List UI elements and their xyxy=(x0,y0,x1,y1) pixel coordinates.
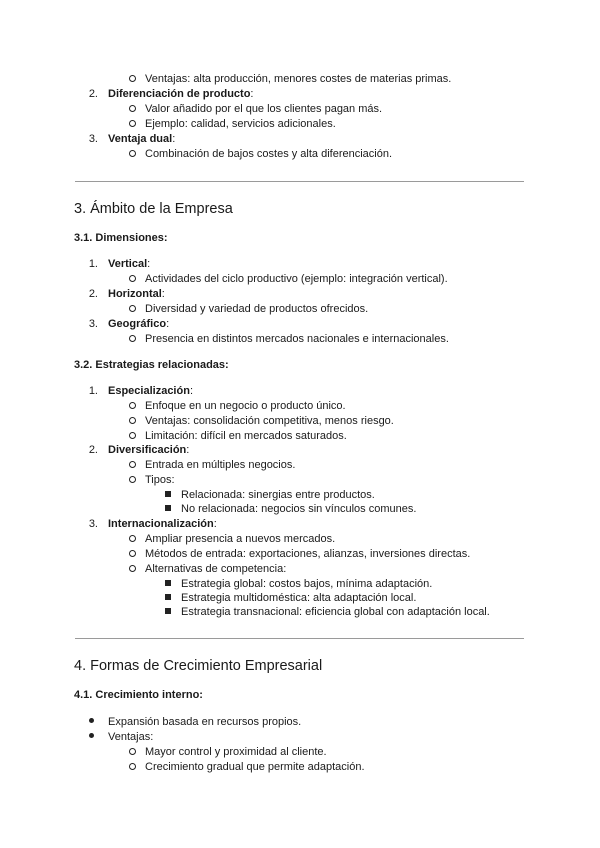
list-number: 3. xyxy=(88,518,98,530)
hollow-circle-bullet-icon xyxy=(129,75,136,82)
list-subitem: Valor añadido por el que los clientes pagan más. xyxy=(145,103,383,115)
colon: : xyxy=(186,444,190,456)
colon: : xyxy=(189,385,193,397)
hollow-circle-bullet-icon xyxy=(129,417,136,424)
list-item-title: Horizontal xyxy=(108,288,162,300)
list-item xyxy=(108,384,193,398)
list-item xyxy=(108,517,217,531)
section-heading: 3. Ámbito de la Empresa xyxy=(74,201,233,217)
list-subitem: Ejemplo: calidad, servicios adicionales. xyxy=(145,118,336,130)
list-item-title: Diversificación xyxy=(108,444,187,456)
list-item xyxy=(108,443,189,457)
list-item-title: Geográfico xyxy=(108,318,167,330)
filled-circle-bullet-icon xyxy=(89,718,94,723)
list-item: Ventajas: xyxy=(108,731,154,743)
list-item-title: Vertical xyxy=(108,258,148,270)
list-item-title: Ventaja dual xyxy=(108,133,173,145)
colon: : xyxy=(172,133,176,145)
hollow-circle-bullet-icon xyxy=(129,535,136,542)
hollow-circle-bullet-icon xyxy=(129,476,136,483)
list-number: 3. xyxy=(88,133,98,145)
hollow-circle-bullet-icon xyxy=(129,150,136,157)
colon: : xyxy=(250,88,254,100)
hollow-circle-bullet-icon xyxy=(129,105,136,112)
list-subitem: Actividades del ciclo productivo (ejemplo: integración vertical). xyxy=(145,273,448,285)
list-subsubitem: Estrategia transnacional: eficiencia global con adaptación local. xyxy=(181,606,490,618)
list-number: 1. xyxy=(88,385,98,397)
list-subitem: Alternativas de competencia: xyxy=(145,563,287,575)
list-item-title: Internacionalización xyxy=(108,518,214,530)
list-item xyxy=(108,287,165,301)
hollow-circle-bullet-icon xyxy=(129,120,136,127)
list-subitem: Entrada en múltiples negocios. xyxy=(145,459,296,471)
list-subsubitem: Estrategia multidoméstica: alta adaptación local. xyxy=(181,592,417,604)
colon: : xyxy=(147,258,151,270)
horizontal-rule xyxy=(75,181,524,182)
horizontal-rule xyxy=(75,638,524,639)
hollow-circle-bullet-icon xyxy=(129,461,136,468)
list-number: 1. xyxy=(88,258,98,270)
list-subitem: Tipos: xyxy=(145,474,175,486)
list-item xyxy=(108,317,169,331)
list-number: 2. xyxy=(88,88,98,100)
subsection-heading: 3.2. Estrategias relacionadas: xyxy=(74,359,229,371)
list-subsubitem: Estrategia global: costos bajos, mínima adaptación. xyxy=(181,578,433,590)
hollow-circle-bullet-icon xyxy=(129,763,136,770)
list-number: 3. xyxy=(88,318,98,330)
list-subitem: Mayor control y proximidad al cliente. xyxy=(145,746,327,758)
list-number: 2. xyxy=(88,444,98,456)
list-subitem: Crecimiento gradual que permite adaptación. xyxy=(145,761,365,773)
list-item-title: Diferenciación de producto xyxy=(108,88,251,100)
list-subitem: Diversidad y variedad de productos ofrecidos. xyxy=(145,303,369,315)
list-item xyxy=(108,132,175,146)
list-subitem: Ventajas: alta producción, menores costes de materias primas. xyxy=(145,73,452,85)
filled-circle-bullet-icon xyxy=(89,733,94,738)
hollow-circle-bullet-icon xyxy=(129,748,136,755)
colon: : xyxy=(161,288,165,300)
list-item xyxy=(108,87,253,101)
hollow-circle-bullet-icon xyxy=(129,305,136,312)
hollow-circle-bullet-icon xyxy=(129,565,136,572)
square-bullet-icon xyxy=(165,580,171,586)
hollow-circle-bullet-icon xyxy=(129,550,136,557)
subsection-heading: 4.1. Crecimiento interno: xyxy=(74,689,203,701)
section-heading: 4. Formas de Crecimiento Empresarial xyxy=(74,658,323,674)
list-subsubitem: No relacionada: negocios sin vínculos comunes. xyxy=(181,503,417,515)
hollow-circle-bullet-icon xyxy=(129,275,136,282)
hollow-circle-bullet-icon xyxy=(129,335,136,342)
list-number: 2. xyxy=(88,288,98,300)
list-subitem: Combinación de bajos costes y alta diferenciación. xyxy=(145,148,393,160)
list-item: Expansión basada en recursos propios. xyxy=(108,716,302,728)
list-subitem: Enfoque en un negocio o producto único. xyxy=(145,400,346,412)
list-item-title: Especialización xyxy=(108,385,190,397)
hollow-circle-bullet-icon xyxy=(129,402,136,409)
colon: : xyxy=(166,318,170,330)
list-item xyxy=(108,257,150,271)
list-subitem: Ventajas: consolidación competitiva, menos riesgo. xyxy=(145,415,394,427)
colon: : xyxy=(213,518,217,530)
list-subitem: Limitación: difícil en mercados saturados. xyxy=(145,430,347,442)
subsection-heading: 3.1. Dimensiones: xyxy=(74,232,168,244)
square-bullet-icon xyxy=(165,608,171,614)
square-bullet-icon xyxy=(165,594,171,600)
list-subitem: Presencia en distintos mercados nacionales e internacionales. xyxy=(145,333,449,345)
hollow-circle-bullet-icon xyxy=(129,432,136,439)
list-subitem: Métodos de entrada: exportaciones, alianzas, inversiones directas. xyxy=(145,548,471,560)
square-bullet-icon xyxy=(165,491,171,497)
list-subsubitem: Relacionada: sinergias entre productos. xyxy=(181,489,375,501)
square-bullet-icon xyxy=(165,505,171,511)
list-subitem: Ampliar presencia a nuevos mercados. xyxy=(145,533,336,545)
